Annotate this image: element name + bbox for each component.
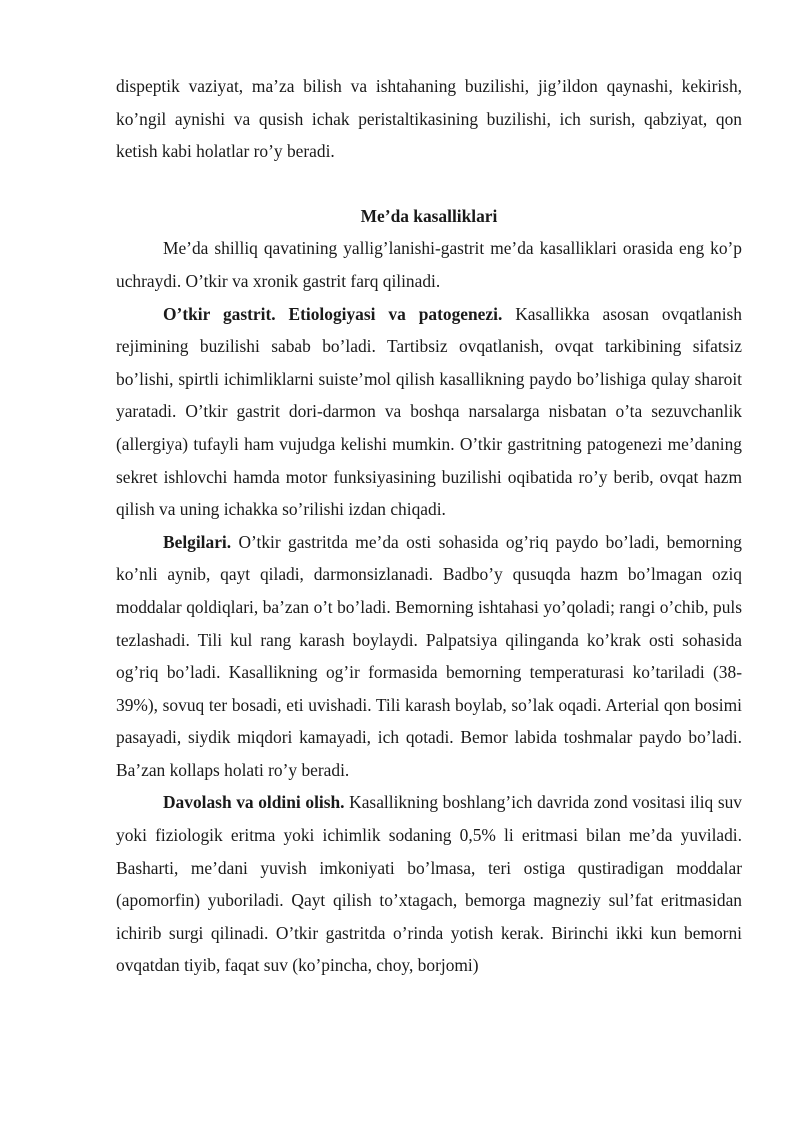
paragraph-text: Kasallikka asosan ovqatlanish rejimining buzilishi sabab bo’ladi. Tartibsiz ovqatlanish, ovqat tarkibining sifatsiz bo’lishi, spirtli ichimliklarni suiste’mol qilish kasallikning paydo bo’lishiga qulay sharoit yaratadi. O’tkir gastrit dori-darmon va boshqa narsalarga nisbatan o’ta sezuvchanlik (allergiya) tufayli ham vujudga kelishi mumkin. O’tkir gastritning patogenezi me’daning sekret ishlovchi hamda motor funksiyasining buzilishi oqibatida ro’y berib, ovqat hazm qilish va uning ichakka so’rilishi izdan chiqadi. [116, 303, 742, 520]
paragraph-lead: Belgilari. [163, 531, 232, 552]
paragraph-etiology [116, 298, 742, 526]
paragraph-text: dispeptik vaziyat, ma’za bilish va ishtahaning buzilishi, jig’ildon qaynashi, kekirish, ko’ngil aynishi va qusish ichak peristaltikasining buzilishi, ich surish, qabziyat, qon ketish kabi holatlar ro’y beradi. [116, 76, 742, 162]
paragraph-text: Me’da shilliq qavatining yallig’lanishi-gastrit me’da kasalliklari orasida eng ko’p uchraydi. O’tkir va xronik gastrit farq qilinadi. [116, 238, 742, 291]
paragraph-text: O’tkir gastritda me’da osti sohasida og’riq paydo bo’ladi, bemorning ko’nli aynib, qayt qiladi, darmonsizlanadi. Badbo’y qusuqda hazm bo’lmagan oziq moddalar qoldiqlari, ba’zan o’t bo’ladi. Bemorning ishtahasi yo’qoladi; rangi o’chib, puls tezlashadi. Tili kul rang karash boylaydi. Palpatsiya qilinganda ko’krak osti sohasida og’riq bo’ladi. Kasallikning og’ir formasida bemorning temperaturasi ko’tariladi (38-39%), sovuq ter bosadi, eti uvishadi. Tili karash boylab, so’lak oqadi. Arterial qon bosimi pasayadi, siydik miqdori kamayadi, ich qotadi. Bemor labida toshmalar paydo bo’ladi. Ba’zan kollaps holati ro’y beradi. [116, 531, 742, 780]
paragraph-treatment [116, 786, 742, 982]
paragraph-intro [116, 232, 742, 297]
section-heading: Me’da kasalliklari [360, 205, 498, 226]
paragraph-continuation [116, 70, 742, 168]
paragraph-text: Kasallikning boshlang’ich davrida zond vositasi iliq suv yoki fiziologik eritma yoki ichimlik sodaning 0,5% li eritmasi bilan me’da yuviladi. Basharti, me’dani yuvish imkoniyati bo’lmasa, teri ostiga qustiradigan moddalar (apomorfin) yuboriladi. Qayt qilish to’xtagach, bemorga magneziy sul’fat eritmasidan ichirib surgi qilinadi. O’tkir gastritda o’rinda yotish kerak. Birinchi ikki kun bemorni ovqatdan tiyib, faqat suv (ko’pincha, choy, borjomi) [116, 792, 742, 976]
paragraph-lead: O’tkir gastrit. Etiologiyasi va patogenezi. [163, 303, 503, 324]
paragraph-lead: Davolash va oldini olish. [163, 792, 345, 813]
document-page [116, 70, 742, 982]
paragraph-symptoms [116, 526, 742, 787]
